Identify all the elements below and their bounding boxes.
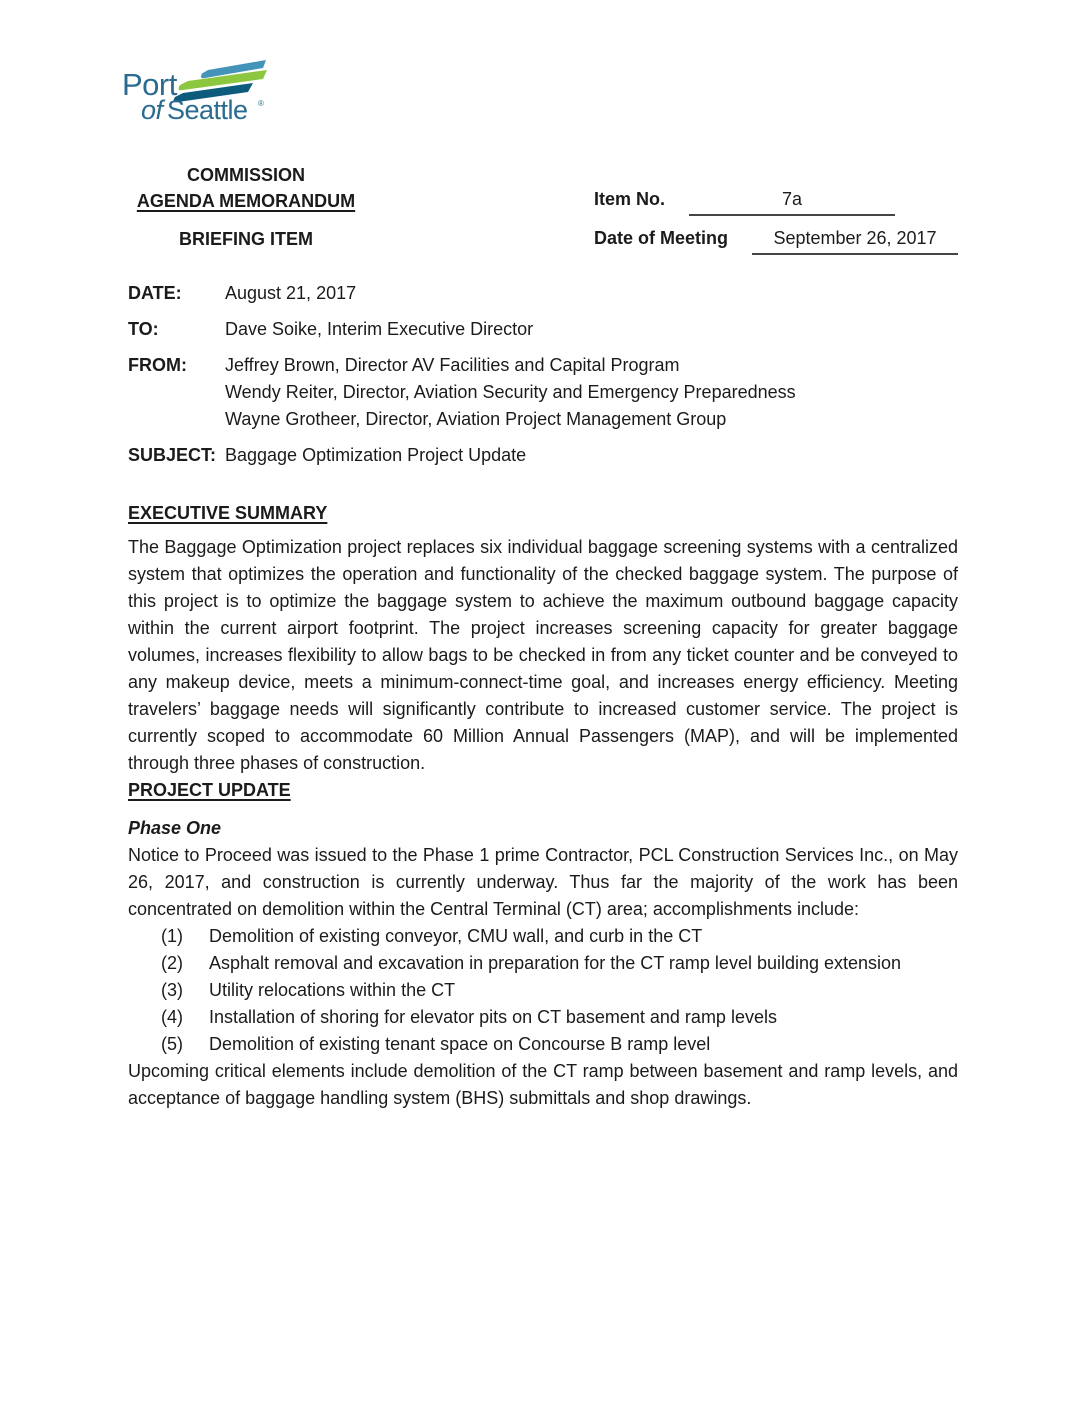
phase-one-paragraph: Notice to Proceed was issued to the Phase 1 prime Contractor, PCL Construction Services Inc., on May 26, 2017, and construction is currently underway. Thus far the majority of the work has been concentrated on demolition within the Central Terminal (CT) area; accomplishments include: [128, 845, 958, 919]
logo-registered-mark: ® [258, 99, 264, 108]
from-line-1: Jeffrey Brown, Director AV Facilities and Capital Program [225, 355, 680, 375]
memo-body [128, 500, 958, 1112]
date-of-meeting-value: September 26, 2017 [752, 226, 958, 255]
field-subject [128, 442, 958, 469]
field-subject-label: SUBJECT: [128, 445, 217, 465]
item-no-label: Item No. [593, 189, 665, 209]
list-item [161, 1004, 958, 1031]
list-item-text: Utility relocations within the CT [209, 980, 456, 1000]
from-line-2: Wendy Reiter, Director, Aviation Security and Emergency Preparedness [225, 382, 796, 402]
executive-summary-paragraph: The Baggage Optimization project replaces six individual baggage screening systems with a centralized system that optimizes the operation and functionality of the checked baggage system. The purpose of this project is to optimize the baggage system to achieve the maximum outbound baggage capacity within the current airport footprint. The project increases screening capacity for greater baggage volumes, increases flexibility to allow bags to be checked in from any ticket counter and be conveyed to any makeup device, meets a minimum-connect-time goal, and increases energy efficiency. Meeting travelers’ baggage needs will significantly contribute to increased customer service. The project is currently scoped to accommodate 60 Million Annual Passengers (MAP), and will be implemented through three phases of construction. [128, 537, 958, 773]
list-item-number: (1) [161, 926, 183, 946]
list-item-number: (5) [161, 1034, 183, 1054]
field-to-label: TO: [128, 319, 159, 339]
field-subject-value: Baggage Optimization Project Update [225, 445, 527, 465]
title-agenda-memorandum: AGENDA MEMORANDUM [136, 191, 356, 211]
from-line-3: Wayne Grotheer, Director, Aviation Project Management Group [225, 409, 727, 429]
phase-one-heading: Phase One [128, 818, 222, 838]
list-item-text: Installation of shoring for elevator pits on CT basement and ramp levels [209, 1007, 777, 1027]
logo-text-seattle: Seattle [167, 95, 248, 124]
list-item [161, 923, 958, 950]
item-no-value: 7a [689, 187, 895, 216]
title-briefing-item: BRIEFING ITEM [179, 229, 313, 249]
memo-title-block [128, 162, 364, 253]
item-info-block [594, 186, 958, 255]
list-item [161, 977, 958, 1004]
port-of-seattle-logo [120, 58, 278, 124]
field-from-label: FROM: [128, 355, 187, 375]
memo-fields [128, 280, 958, 478]
list-item-text: Demolition of existing tenant space on Concourse B ramp level [209, 1034, 711, 1054]
date-of-meeting-label: Date of Meeting [593, 228, 728, 248]
field-from [128, 352, 958, 433]
list-item-text: Demolition of existing conveyor, CMU wall, and curb in the CT [209, 926, 703, 946]
field-to-value: Dave Soike, Interim Executive Director [225, 319, 534, 339]
date-of-meeting-row [594, 225, 958, 255]
list-item-number: (3) [161, 980, 183, 1000]
field-date-label: DATE: [128, 283, 182, 303]
field-date-value: August 21, 2017 [225, 283, 357, 303]
project-update-heading: PROJECT UPDATE [128, 780, 291, 800]
title-commission: COMMISSION [186, 165, 305, 185]
logo-text-port: Port [122, 67, 177, 102]
logo-text-of: of [141, 95, 163, 124]
field-from-value [225, 352, 958, 433]
port-of-seattle-logo-graphic [120, 58, 278, 124]
field-date [128, 280, 958, 307]
field-to [128, 316, 958, 343]
item-no-row [594, 186, 958, 216]
list-item-text: Asphalt removal and excavation in preparation for the CT ramp level building extension [209, 953, 902, 973]
executive-summary-heading: EXECUTIVE SUMMARY [128, 503, 328, 523]
list-item [161, 950, 958, 977]
closing-paragraph: Upcoming critical elements include demolition of the CT ramp between basement and ramp levels, and acceptance of baggage handling system (BHS) submittals and shop drawings. [128, 1061, 958, 1108]
list-item-number: (4) [161, 1007, 183, 1027]
list-item [161, 1031, 958, 1058]
list-item-number: (2) [161, 953, 183, 973]
accomplishments-list [128, 923, 958, 1058]
